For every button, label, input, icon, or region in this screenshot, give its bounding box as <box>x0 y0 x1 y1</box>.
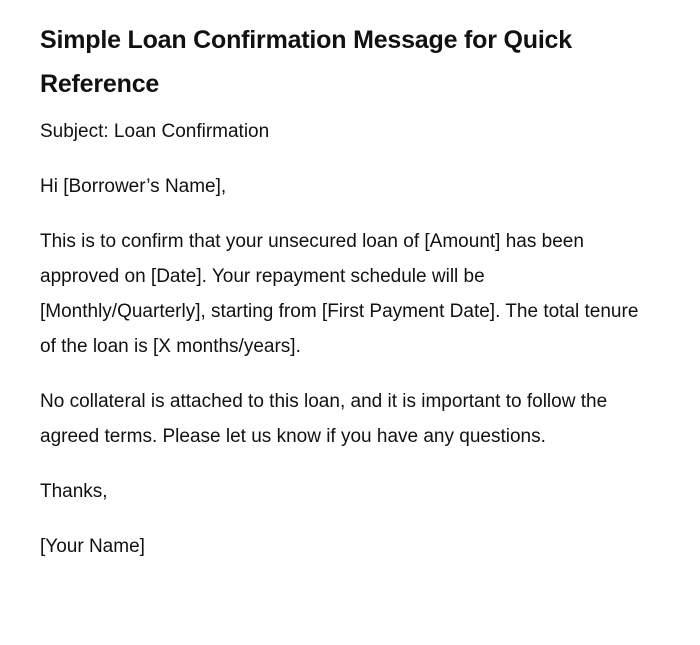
signature-placeholder: [Your Name] <box>40 536 145 557</box>
closing-line: Thanks, <box>40 481 108 502</box>
document-title: Simple Loan Confirmation Message for Quick Reference <box>40 26 572 98</box>
confirmation-paragraph: This is to confirm that your unsecured loan of [Amount] has been approved on [Date]. Your repayment schedule will be [Monthly/Quarterly], starting from [First Payment Date]. The total tenure of the loan is [X months/years]. <box>40 231 639 357</box>
greeting-line: Hi [Borrower’s Name], <box>40 176 227 197</box>
document-page <box>40 18 640 584</box>
subject-line: Subject: Loan Confirmation <box>40 121 270 142</box>
terms-paragraph: No collateral is attached to this loan, and it is important to follow the agreed terms. Please let us know if you have any questions. <box>40 391 608 447</box>
